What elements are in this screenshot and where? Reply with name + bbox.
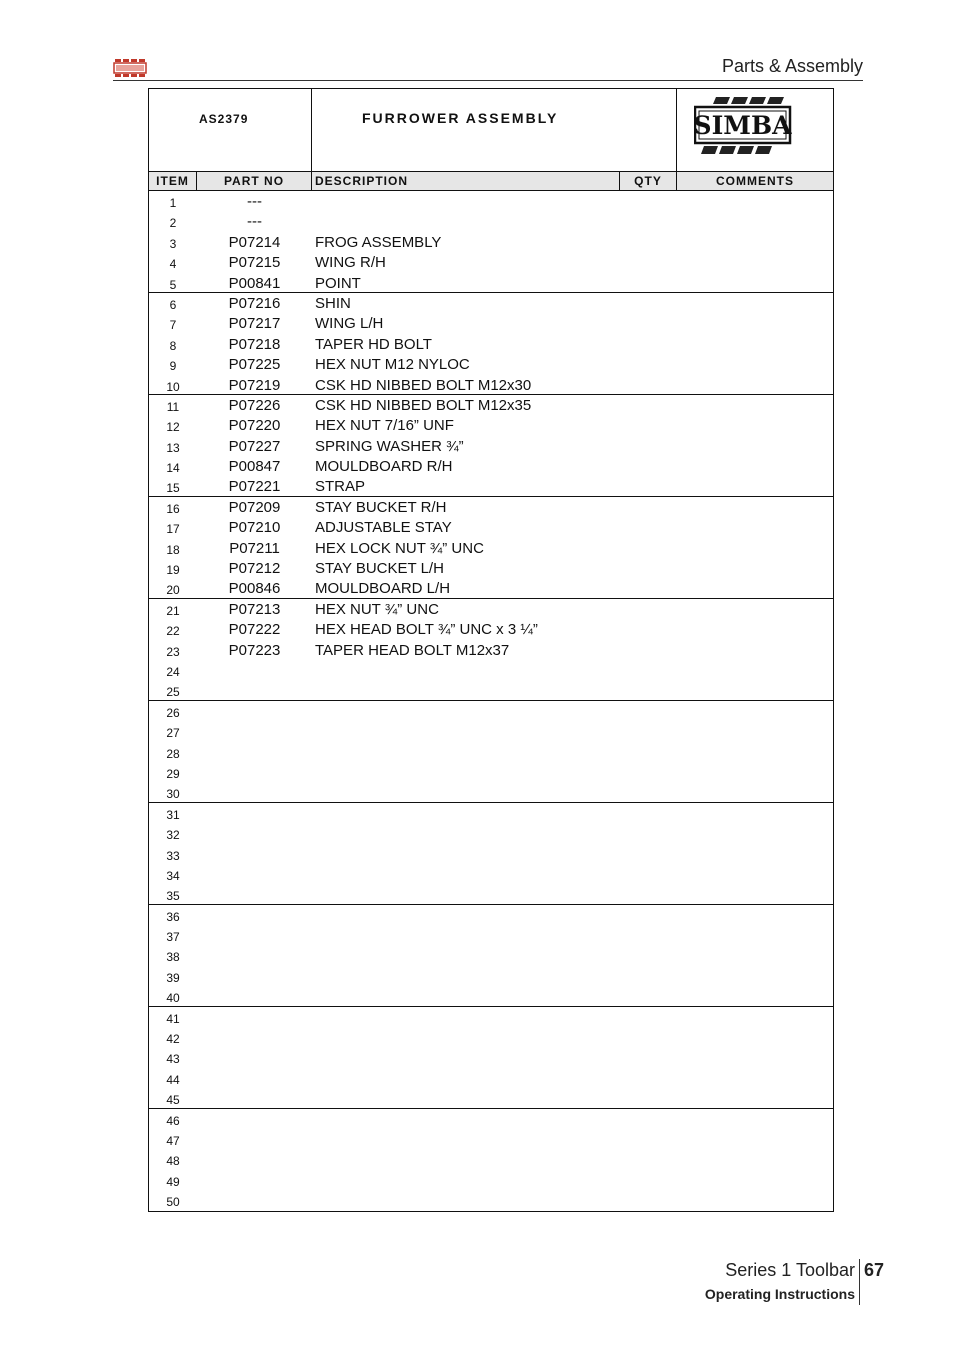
item-number: 40 [166, 991, 180, 1006]
part-description: HEX NUT 7/16” UNF [315, 417, 454, 435]
item-number: 23 [166, 644, 180, 659]
part-number: --- [247, 193, 262, 210]
assembly-ref-cell [149, 89, 312, 171]
part-number: P07212 [228, 560, 281, 578]
part-description: STRAP [315, 478, 366, 496]
item-number: 8 [169, 338, 177, 353]
table-row [149, 701, 833, 721]
table-row [149, 660, 833, 680]
part-number: --- [247, 213, 262, 231]
column-qty: QTY [620, 172, 677, 190]
table-row [149, 252, 833, 272]
part-description: CSK HD NIBBED BOLT M12x35 [315, 396, 532, 414]
item-number: 37 [166, 930, 180, 945]
table-row [149, 232, 833, 252]
table-row [149, 1088, 833, 1108]
part-description: CSK HD NIBBED BOLT M12x30 [315, 376, 532, 394]
item-number: 7 [169, 318, 177, 333]
item-number: 45 [166, 1093, 180, 1108]
item-number: 33 [166, 848, 180, 863]
item-number: 41 [166, 1011, 180, 1026]
part-description: HEX HEAD BOLT ¾” UNC x 3 ¼” [315, 621, 538, 639]
item-number: 39 [166, 970, 180, 985]
item-number: 48 [166, 1154, 180, 1169]
table-row [149, 619, 833, 639]
part-description: HEX NUT M12 NYLOC [315, 356, 470, 374]
part-number: P07221 [228, 478, 281, 496]
column-description: DESCRIPTION [312, 172, 620, 190]
table-row [149, 1068, 833, 1088]
table-row [149, 211, 833, 231]
table-row [149, 497, 833, 517]
part-description: MOULDBOARD R/H [315, 458, 453, 476]
table-row [149, 375, 833, 395]
table-row [149, 986, 833, 1006]
table-row [149, 680, 833, 700]
item-number: 2 [169, 216, 177, 231]
part-description: ADJUSTABLE STAY [315, 519, 452, 537]
table-row [149, 925, 833, 945]
table-row [149, 945, 833, 965]
table-row [149, 415, 833, 435]
part-number: P00847 [228, 458, 281, 476]
item-number: 9 [169, 359, 177, 374]
item-number: 3 [169, 236, 177, 251]
item-number: 22 [166, 624, 180, 639]
item-number: 32 [166, 828, 180, 843]
assembly-title: FURROWER ASSEMBLY [362, 110, 559, 126]
page-section-title: Parts & Assembly [721, 56, 863, 76]
item-number: 15 [166, 481, 180, 496]
item-number: 17 [166, 522, 180, 537]
part-description: WING R/H [315, 254, 386, 272]
table-row [149, 1007, 833, 1027]
table-row [149, 558, 833, 578]
part-description: STAY BUCKET L/H [315, 560, 444, 578]
table-row [149, 1149, 833, 1169]
table-row [149, 395, 833, 415]
table-row [149, 742, 833, 762]
title-block [149, 89, 833, 171]
item-number: 46 [166, 1113, 180, 1128]
item-number: 36 [166, 909, 180, 924]
part-number: P07216 [228, 294, 281, 312]
table-row [149, 293, 833, 313]
item-number: 24 [166, 664, 180, 679]
item-number: 12 [166, 420, 180, 435]
table-row [149, 721, 833, 741]
part-number: P07211 [229, 539, 280, 557]
table-row [149, 1129, 833, 1149]
part-number: P07226 [228, 396, 281, 414]
item-number: 27 [166, 726, 180, 741]
column-comments: COMMENTS [716, 174, 794, 188]
footer-subtitle: Operating Instructions [704, 1286, 855, 1302]
table-row [149, 578, 833, 598]
item-number: 21 [166, 603, 180, 618]
part-number: P07217 [228, 315, 281, 333]
item-number: 10 [166, 379, 180, 394]
table-row [149, 354, 833, 374]
simba-logo-icon [113, 58, 147, 78]
item-number: 11 [166, 399, 180, 414]
part-number: P07210 [228, 519, 281, 537]
table-row [149, 905, 833, 925]
table-row [149, 884, 833, 904]
item-number: 44 [166, 1072, 180, 1087]
footer-divider [859, 1259, 860, 1305]
item-number: 20 [166, 583, 180, 598]
part-number: P07215 [228, 254, 281, 272]
part-description: POINT [315, 274, 361, 292]
item-number: 49 [166, 1174, 180, 1189]
table-row [149, 1027, 833, 1047]
part-number: P07227 [228, 437, 281, 455]
part-number: P07223 [228, 641, 281, 659]
part-description: MOULDBOARD L/H [315, 580, 451, 598]
item-number: 5 [169, 277, 177, 292]
item-number: 13 [166, 440, 180, 455]
assembly-title-cell [312, 89, 677, 171]
item-number: 42 [166, 1032, 180, 1047]
table-row [149, 1047, 833, 1067]
part-number: P07209 [228, 498, 281, 516]
item-number: 1 [169, 196, 177, 210]
table-row [149, 273, 833, 293]
item-number: 29 [166, 766, 180, 781]
part-description: TAPER HEAD BOLT M12x37 [315, 641, 510, 659]
column-item: ITEM [149, 172, 197, 190]
item-number: 19 [166, 563, 180, 578]
page-number: 67 [864, 1260, 885, 1280]
brand-logo-cell [677, 89, 833, 171]
table-row [149, 599, 833, 619]
item-number: 25 [166, 685, 180, 700]
part-description: FROG ASSEMBLY [315, 233, 442, 251]
item-number: 30 [166, 787, 180, 802]
item-number: 6 [169, 297, 177, 312]
table-row [149, 436, 833, 456]
item-number: 35 [166, 889, 180, 904]
item-number: 28 [166, 746, 180, 761]
column-header-row [149, 171, 833, 191]
table-row [149, 966, 833, 986]
table-row [149, 864, 833, 884]
table-row [149, 640, 833, 660]
part-description: STAY BUCKET R/H [315, 498, 447, 516]
item-number: 43 [166, 1052, 180, 1067]
item-number: 31 [166, 807, 180, 822]
part-number: P07213 [228, 600, 281, 618]
item-number: 18 [166, 542, 180, 557]
table-row [149, 1190, 833, 1210]
part-number: P07222 [228, 621, 281, 639]
table-row [149, 1109, 833, 1129]
item-number: 50 [166, 1195, 180, 1210]
parts-sheet [148, 88, 834, 1212]
item-number: 4 [169, 257, 177, 272]
table-row [149, 1170, 833, 1190]
simba-brand-logo-icon [694, 95, 794, 157]
part-description: WING L/H [315, 315, 384, 333]
table-row [149, 456, 833, 476]
table-row [149, 803, 833, 823]
table-row [149, 823, 833, 843]
table-row [149, 313, 833, 333]
table-row [149, 191, 833, 211]
table-row [149, 517, 833, 537]
part-description: HEX LOCK NUT ¾” UNC [315, 539, 484, 557]
parts-rows [149, 191, 833, 1211]
item-number: 47 [166, 1133, 180, 1148]
table-row [149, 782, 833, 802]
assembly-ref: AS2379 [199, 112, 249, 126]
item-number: 38 [166, 950, 180, 965]
item-number: 34 [166, 868, 180, 883]
part-number: P07214 [228, 233, 281, 251]
part-description: SHIN [315, 294, 351, 312]
table-row [149, 476, 833, 496]
item-number: 16 [166, 501, 180, 516]
column-part-no: PART NO [197, 172, 312, 190]
part-number: P00846 [228, 580, 281, 598]
table-row [149, 844, 833, 864]
footer-series: Series 1 Toolbar [725, 1260, 855, 1280]
item-number: 26 [166, 705, 180, 720]
part-description: HEX NUT ¾” UNC [315, 600, 439, 618]
header-divider [113, 80, 863, 81]
part-number: P07218 [228, 335, 281, 353]
svg-text:SIMBA: SIMBA [694, 111, 792, 140]
part-number: P07225 [228, 356, 281, 374]
part-number: P07220 [228, 417, 281, 435]
table-row [149, 762, 833, 782]
part-description: SPRING WASHER ¾” [315, 437, 464, 455]
table-row [149, 538, 833, 558]
table-row [149, 334, 833, 354]
part-number: P00841 [228, 274, 281, 292]
item-number: 14 [166, 461, 180, 476]
part-description: TAPER HD BOLT [315, 335, 432, 353]
part-number: P07219 [228, 376, 281, 394]
